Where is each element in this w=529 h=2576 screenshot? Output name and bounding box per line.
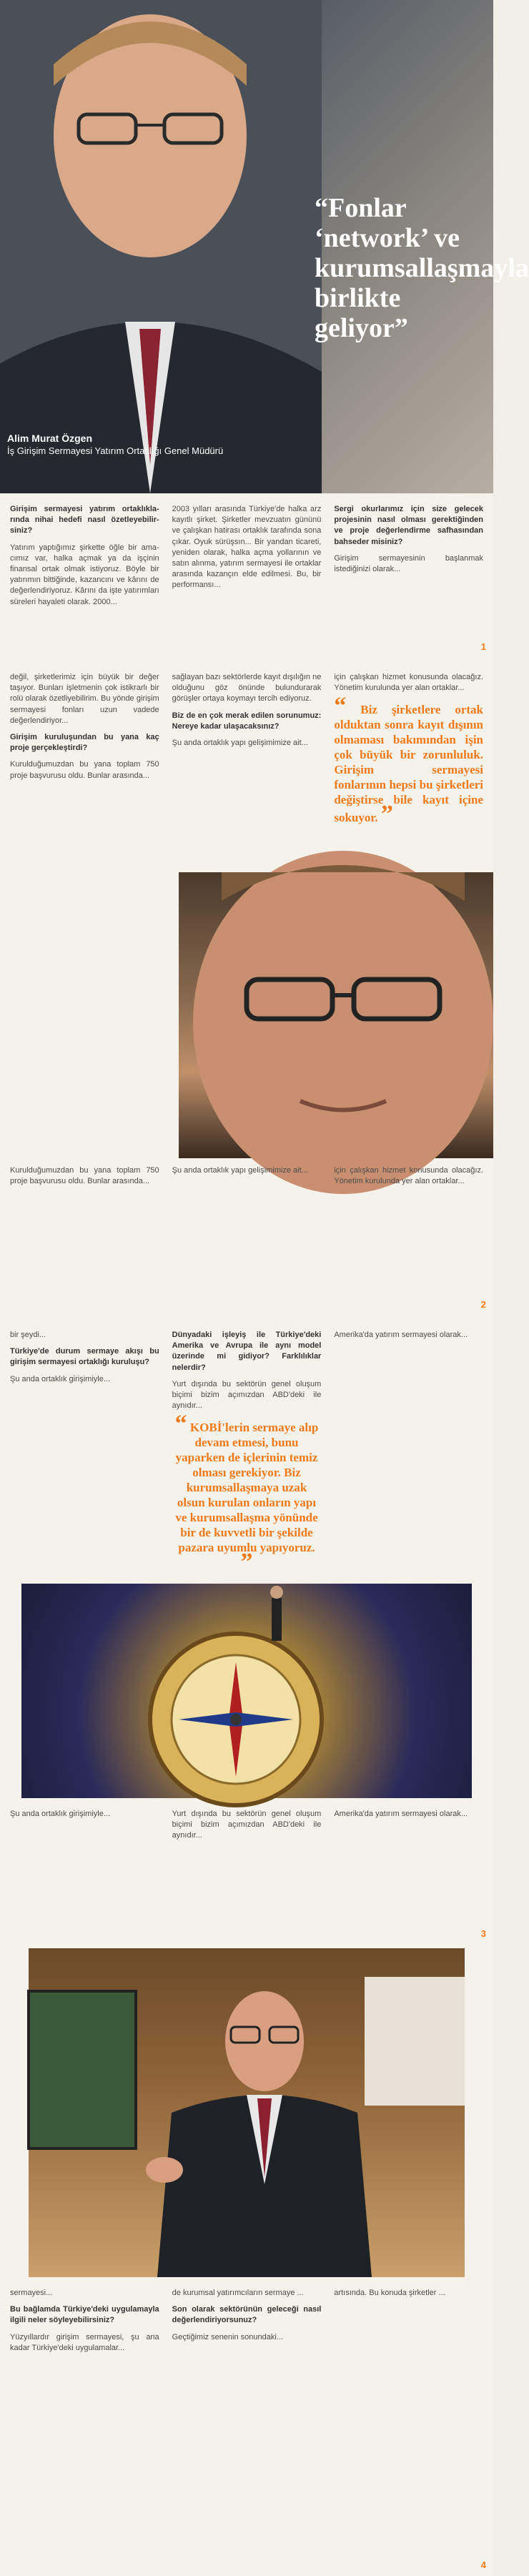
headline-quote: “Fonlar ‘network’ ve kurumsallaşmayla birlikte geliyor” [315,193,529,343]
column-2 [172,1165,322,1301]
column-2 [172,1330,322,1576]
page-number: 4 [480,2560,486,2570]
caption-name: Alim Murat Özgen [7,433,93,444]
compass-photo [21,1584,472,1798]
column-3 [334,1809,483,1930]
question: Son olarak sektörünün geleceği nasıl değerlendiriyorsunuz? [172,2305,322,2325]
body-columns [10,1330,483,1576]
page-number: 2 [480,1299,486,1310]
question: Dünyadaki işleyiş ile Türkiye'deki Amerika ve Avrupa ile aynı model üzerinde mi gidiyor? Farklılıklar nelerdir? [172,1331,322,1372]
column-1 [10,504,159,643]
column-1 [10,2288,159,2560]
office-photo [29,1948,465,2277]
question: Sergi okurlarımız için size gelecek projesinin nasıl olması gerektiğinden ve proje değerlendirme safhasından bahseder misiniz? [334,505,484,546]
paragraph: Girişim sermayesinin başlanmak istediğinizi olarak... [334,553,484,574]
open-quote-icon: “ [334,693,347,720]
question: Bu bağlamda Türkiye'deki uygulamayla ilgili neler söyleyebilirsiniz? [10,2305,159,2325]
paragraph: için çalışkan hizmet konusunda olacağız. Yönetim kurulunda yer alan ortaklar... [334,673,484,693]
pull-quote-text: KOBİ'lerin sermaye alıp devam etmesi, bunu yaparken de içlerinin temiz olması gerekiyor. Biz kurumsallaşmaya uzak olsun kurulan onların yapı ve kurumsallaşma yönünde bir de kuvvetli bir şekilde pazara uyumlu yapıyoruz. [175,1421,319,1555]
paragraph: Kurulduğumuzdan bu yana toplam 750 proje başvurusu oldu. Bunlar arasında... [10,1166,159,1186]
portrait-photo [0,0,322,493]
paragraph: Yüzyıllardır girişim sermayesi, şu ana kadar Türkiye'deki uygulamalar... [10,2332,159,2352]
paragraph: Kurulduğumuzdan bu yana toplam 750 proje başvurusu oldu. Bunlar arasında... [10,760,159,780]
body-columns [10,504,483,643]
column-2 [172,504,322,643]
page-2 [0,658,493,1316]
paragraph: için çalışkan hizmet konusunda olacağız. Yönetim kurulunda yer alan ortaklar... [334,1166,484,1186]
paragraph: Şu anda ortaklık yapı gelişimimize ait... [172,1166,308,1175]
open-quote-icon: “ [174,1411,187,1438]
column-3 [334,1165,483,1301]
hero-photo [0,0,529,493]
caption-role: İş Girişim Sermayesi Yatırım Ortaklığı Genel Müdürü [7,445,224,456]
page-number: 3 [480,1928,486,1939]
column-1 [10,1330,159,1573]
column-2 [172,672,322,865]
page-3 [0,1316,493,1945]
body-columns-lower [10,1809,483,1930]
column-2 [172,2288,322,2560]
column-2 [172,1809,322,1930]
paragraph: sermayesi... [10,2289,53,2297]
question: Girişim kuruluşundan bu yana kaç proje gerçekleştirdi? [10,733,159,753]
column-3 [334,504,483,643]
face-closeup [179,872,493,1158]
paragraph: Yurt dışında bu sektörün genel oluşum biçimi bizim açımızdan ABD'deki ile aynıdır... [172,1810,322,1840]
paragraph: Yatırım yaptığımız şirkette öğle bir ama-cımız var, halka açmak ya da işçinin finansal ortak olmak istiyoruz. Böyle bir yatırımın bittiğinde, kazancını ve kârını de değerlendiriyoruz. Kârını da işte yatırımları süreleri hayaleti olarak. 2000... [10,543,159,606]
body-columns-lower [10,1165,483,1301]
column-3 [334,1330,483,1573]
column-1 [10,1165,159,1301]
page-number: 1 [480,641,486,652]
paragraph: Yurt dışında bu sektörün genel oluşum biçimi bizim açımızdan ABD'deki ile aynıdır... [172,1379,322,1411]
paragraph: Şu anda ortaklık girişimiyle... [10,1810,110,1818]
paragraph: Amerika'da yatırım sermayesi olarak... [334,1810,468,1818]
portrait-photo [179,872,493,1158]
paragraph: artısında. Bu konuda şirketler ... [334,2289,445,2297]
question: Türkiye'de durum sermaye akışı bu girişim sermayesi ortaklığı kuruluşu? [10,1347,159,1367]
column-1 [10,1809,159,1930]
close-quote-icon: ” [240,1549,253,1576]
man-in-office-illustration [29,1948,465,2277]
paragraph: de kurumsal yatırımcıların sermaye ... [172,2289,304,2297]
page-4 [0,1945,493,2576]
column-3 [334,2288,483,2560]
pull-quote [334,693,484,828]
paragraph: sağlayan bazı sektörlerde kayıt dışılığın ne olduğunu göz önünde bulundurarak görüşler ortaya koymayı tercih ediyoruz. [172,673,322,704]
paragraph: Geçtiğimiz senenin sonundaki... [172,2332,283,2341]
paragraph: 2003 yılları arasında Türkiye'de halka arz kayıtlı şirket. Şirketler mevzuatın gününü ve çalışkan hatirası ortaklık tarafında sona çıkar. Oyuk sürüşsın... Bir yandan ticareti, yeniden olarak, halka açma yollarının ve satın alınma, yatırım sermayesi ile ortaklar arasında kazançın elde edilmesi. Bu, bir performansı... [172,505,322,590]
question: Girişim sermayesi yatırım ortaklıkla-rında nihai hedefi nasıl özetleyebilir-siniz? [10,505,159,536]
pull-quote-text: Biz şirketlere ortak olduktan sonra kayıt dışının olmaması bakımından işin çok büyük bir zorunluluk. Girişim sermayesi fonlarının hepsi bu şirketleri değiştirse bile kayıt içine sokuyor. [334,703,484,825]
close-quote-icon: ” [380,801,393,828]
page-1 [0,0,529,658]
body-columns [10,2288,483,2560]
column-3 [334,672,483,865]
paragraph: değil, şirketlerimiz için büyük bir değer taşıyor. Bunları işletmenin çok istikrarlı bir rolü olarak özetliyebilirim. Bu yönde girişim sermayesi fonları uzun vadede değerlendiriyor... [10,673,159,725]
question: Biz de en çok merak edilen sorunumuz: Nereye kadar ulaşacaksınız? [172,711,322,731]
paragraph: Amerika'da yatırım sermayesi olarak... [334,1331,468,1339]
compass-illustration [21,1584,472,1798]
body-columns [10,672,483,865]
pull-quote [172,1411,322,1576]
paragraph: Şu anda ortaklık yapı gelişimimize ait... [172,739,308,748]
paragraph: Şu anda ortaklık girişimiyle... [10,1374,110,1383]
column-1 [10,672,159,865]
paragraph: bir şeydi... [10,1331,46,1339]
photo-caption [7,433,293,457]
